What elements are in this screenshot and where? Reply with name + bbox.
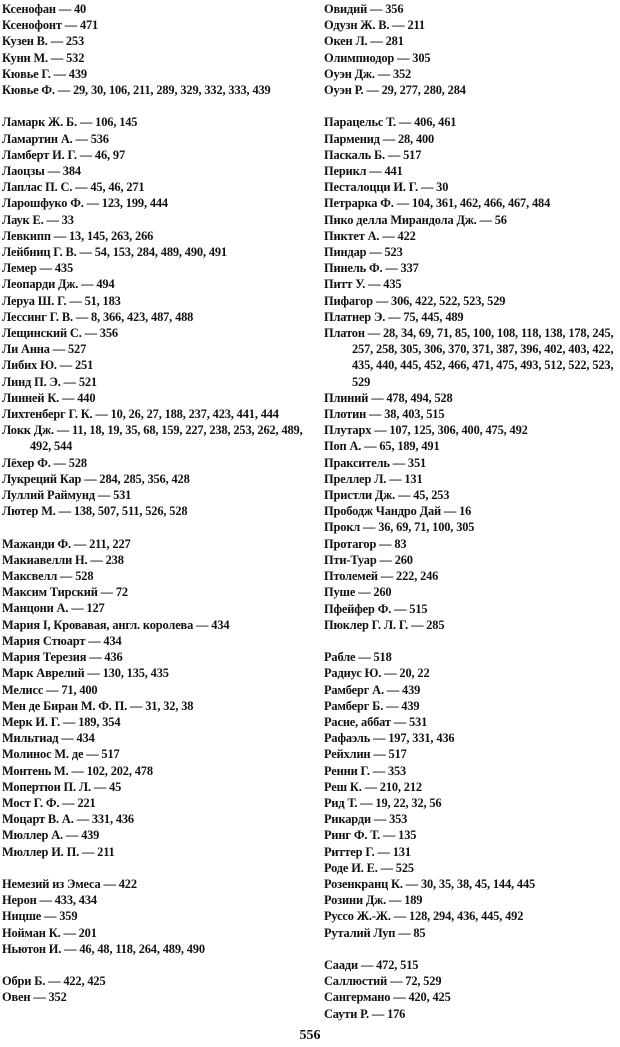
index-entry: Мерк И. Г. — 189, 354: [2, 714, 121, 729]
index-entry: Нерон — 433, 434: [2, 893, 97, 908]
index-entry: Линней К. — 440: [2, 390, 96, 405]
index-entry: Розини Дж. — 189: [324, 893, 423, 908]
index-entry: Линд П. Э. — 521: [2, 374, 97, 389]
index-entry: Парацельс Т. — 406, 461: [324, 115, 457, 130]
index-entry: Рамберг А. — 439: [324, 682, 421, 697]
index-entry: Окен Л. — 281: [324, 34, 404, 49]
index-entry: Поп А. — 65, 189, 491: [324, 439, 440, 454]
index-entry: Лёхер Ф. — 528: [2, 455, 87, 470]
index-entry: Сангермано — 420, 425: [324, 990, 451, 1005]
index-entry: Пракситель — 351: [324, 455, 427, 470]
index-entry: Лихтенберг Г. К. — 10, 26, 27, 188, 237, 423, 441, 444: [2, 407, 279, 422]
index-entry: Левкипп — 13, 145, 263, 266: [2, 228, 154, 243]
index-entry: Пуше — 260: [324, 585, 392, 600]
index-entry: Либих Ю. — 251: [2, 358, 94, 373]
letter-group-gap: [2, 860, 304, 876]
index-entry: Саллюстий — 72, 529: [324, 974, 442, 989]
index-entry: Леопарди Дж. — 494: [2, 277, 115, 292]
index-entry: Мария Терезия — 436: [2, 650, 123, 665]
letter-group-gap: [324, 98, 618, 114]
index-entry: Лютер М. — 138, 507, 511, 526, 528: [2, 504, 188, 519]
index-entry: Леруа Ш. Г. — 51, 183: [2, 293, 121, 308]
index-entry: Лемер — 435: [2, 261, 73, 276]
index-entry: Протагор — 83: [324, 536, 407, 551]
index-entry: Риттер Г. — 131: [324, 844, 411, 859]
index-entry: Пюклер Г. Л. Г. — 285: [324, 617, 445, 632]
index-entry: Олимпиодор — 305: [324, 50, 431, 65]
index-entry: Прокл — 36, 69, 71, 100, 305: [324, 520, 475, 535]
index-entry: Мен де Биран М. Ф. П. — 31, 32, 38: [2, 698, 194, 713]
index-entry: Максвелл — 528: [2, 569, 94, 584]
index-entry: Пико делла Мирандола Дж. — 56: [324, 212, 507, 227]
index-entry: Лессинг Г. В. — 8, 366, 423, 487, 488: [2, 309, 194, 324]
index-entry: Немезий из Эмеса — 422: [2, 876, 137, 891]
index-entry: Преллер Л. — 131: [324, 471, 423, 486]
index-entry: Монтень М. — 102, 202, 478: [2, 763, 153, 778]
index-entry: Ницше — 359: [2, 909, 78, 924]
index-entry: Радиус Ю. — 20, 22: [324, 666, 430, 681]
index-entry: Ли Анна — 527: [2, 342, 87, 357]
index-entry: Ламартин А. — 536: [2, 131, 109, 146]
index-entry: Платнер Э. — 75, 445, 489: [324, 309, 464, 324]
index-entry: Молинос М. де — 517: [2, 747, 120, 762]
index-entry: Плиний — 478, 494, 528: [324, 390, 453, 405]
index-entry: Саади — 472, 515: [324, 957, 419, 972]
index-entry: Обри Б. — 422, 425: [2, 974, 106, 989]
index-entry: Расне, аббат — 531: [324, 714, 428, 729]
index-entry: Мария Стюарт — 434: [2, 633, 122, 648]
page-number: 556: [299, 1028, 321, 1043]
index-entry: Ламберт И. Г. — 46, 97: [2, 147, 125, 162]
index-entry: Мелисс — 71, 400: [2, 682, 98, 697]
index-entry: Перикл — 441: [324, 164, 403, 179]
index-entry: Ренни Г. — 353: [324, 763, 407, 778]
index-entry: Руталий Луп — 85: [324, 925, 426, 940]
index-entry: Розенкранц К. — 30, 35, 38, 45, 144, 445: [324, 876, 536, 891]
index-entry: Руссо Ж.-Ж. — 128, 294, 436, 445, 492: [324, 909, 524, 924]
index-entry: Реш К. — 210, 212: [324, 779, 422, 794]
index-entry: Питт У. — 435: [324, 277, 402, 292]
index-entry: Рейхлин — 517: [324, 747, 407, 762]
index-entry: Саути Р. — 176: [324, 1006, 406, 1021]
index-entry: Ларошфуко Ф. — 123, 199, 444: [2, 196, 168, 211]
index-entry: Лейбниц Г. В. — 54, 153, 284, 489, 490, 491: [2, 245, 227, 260]
index-entry: Плутарх — 107, 125, 306, 400, 475, 492: [324, 423, 528, 438]
index-entry: Лаоцзы — 384: [2, 164, 81, 179]
index-entry: Пифагор — 306, 422, 522, 523, 529: [324, 293, 506, 308]
index-entry: Лаук Е. — 33: [2, 212, 74, 227]
letter-group-gap: [324, 633, 618, 649]
index-entry: Нойман К. — 201: [2, 925, 97, 940]
index-entry: Рафаэль — 197, 331, 436: [324, 731, 455, 746]
index-entry: Мюллер И. П. — 211: [2, 844, 115, 859]
index-entry: Мильтиад — 434: [2, 731, 95, 746]
index-entry: Пинель Ф. — 337: [324, 261, 419, 276]
index-entry: Рабле — 518: [324, 650, 392, 665]
index-entry: Оуэн Р. — 29, 277, 280, 284: [324, 83, 466, 98]
index-entry: Моцарт В. А. — 331, 436: [2, 812, 134, 827]
index-entry: Максим Тирский — 72: [2, 585, 128, 600]
index-entry: Лаплас П. С. — 45, 46, 271: [2, 180, 145, 195]
index-entry: Локк Дж. — 11, 18, 19, 35, 68, 159, 227, 238, 253, 262, 489, 492, 544: [2, 423, 303, 454]
index-entry: Ньютон И. — 46, 48, 118, 264, 489, 490: [2, 941, 205, 956]
index-entry: Рамберг Б. — 439: [324, 698, 420, 713]
index-entry: Плотин — 38, 403, 515: [324, 407, 445, 422]
index-entry: Куни М. — 532: [2, 50, 85, 65]
index-entry: Луллий Раймунд — 531: [2, 488, 132, 503]
index-entry: Марк Аврелий — 130, 135, 435: [2, 666, 169, 681]
index-column-left: [2, 1, 304, 1006]
index-entry: Роде И. Е. — 525: [324, 860, 414, 875]
index-entry: Кузен В. — 253: [2, 34, 85, 49]
index-entry: Овен — 352: [2, 990, 67, 1005]
index-entry: Песталоцци И. Г. — 30: [324, 180, 449, 195]
index-entry: Платон — 28, 34, 69, 71, 85, 100, 108, 118, 138, 178, 245, 257, 258, 305, 306, 370, 371, 387, 396, 402, 403, 422, 435, 440, 445, 452, 466, 471, 475, 493, 512, 522, 523, 529: [324, 326, 614, 389]
index-entry: Рикарди — 353: [324, 812, 408, 827]
index-entry: Паскаль Б. — 517: [324, 147, 422, 162]
index-entry: Лукреций Кар — 284, 285, 356, 428: [2, 471, 190, 486]
letter-group-gap: [2, 98, 304, 114]
index-entry: Пфейфер Ф. — 515: [324, 601, 428, 616]
index-entry: Макиавелли Н. — 238: [2, 552, 124, 567]
letter-group-gap: [2, 957, 304, 973]
index-entry: Пиндар — 523: [324, 245, 403, 260]
index-entry: Ламарк Ж. Б. — 106, 145: [2, 115, 138, 130]
index-entry: Манцони А. — 127: [2, 601, 105, 616]
index-entry: Петрарка Ф. — 104, 361, 462, 466, 467, 484: [324, 196, 551, 211]
index-entry: Прободж Чандро Дай — 16: [324, 504, 472, 519]
index-entry: Рид Т. — 19, 22, 32, 56: [324, 795, 442, 810]
index-entry: Кювье Г. — 439: [2, 66, 87, 81]
index-entry: Лещинский С. — 356: [2, 326, 118, 341]
index-entry: Мопертюи П. Л. — 45: [2, 779, 122, 794]
index-entry: Пиктет А. — 422: [324, 228, 416, 243]
index-entry: Мажанди Ф. — 211, 227: [2, 536, 131, 551]
index-column-right: [324, 1, 618, 1022]
index-entry: Ксенофан — 40: [2, 2, 87, 16]
letter-group-gap: [324, 941, 618, 957]
index-entry: Оуэн Дж. — 352: [324, 66, 412, 81]
index-entry: Птолемей — 222, 246: [324, 569, 439, 584]
index-entry: Кювье Ф. — 29, 30, 106, 211, 289, 329, 332, 333, 439: [2, 83, 271, 98]
index-entry: Овидий — 356: [324, 2, 404, 16]
index-entry: Пти-Туар — 260: [324, 552, 413, 567]
index-entry: Парменид — 28, 400: [324, 131, 435, 146]
index-entry: Пристли Дж. — 45, 253: [324, 488, 450, 503]
index-entry: Ксенофонт — 471: [2, 18, 99, 33]
index-entry: Мост Г. Ф. — 221: [2, 795, 96, 810]
index-entry: Мюллер А. — 439: [2, 828, 100, 843]
index-entry: Мария I, Кровавая, англ. королева — 434: [2, 617, 230, 632]
index-entry: Ринг Ф. Т. — 135: [324, 828, 417, 843]
letter-group-gap: [2, 519, 304, 535]
index-entry: Одузн Ж. В. — 211: [324, 18, 425, 33]
